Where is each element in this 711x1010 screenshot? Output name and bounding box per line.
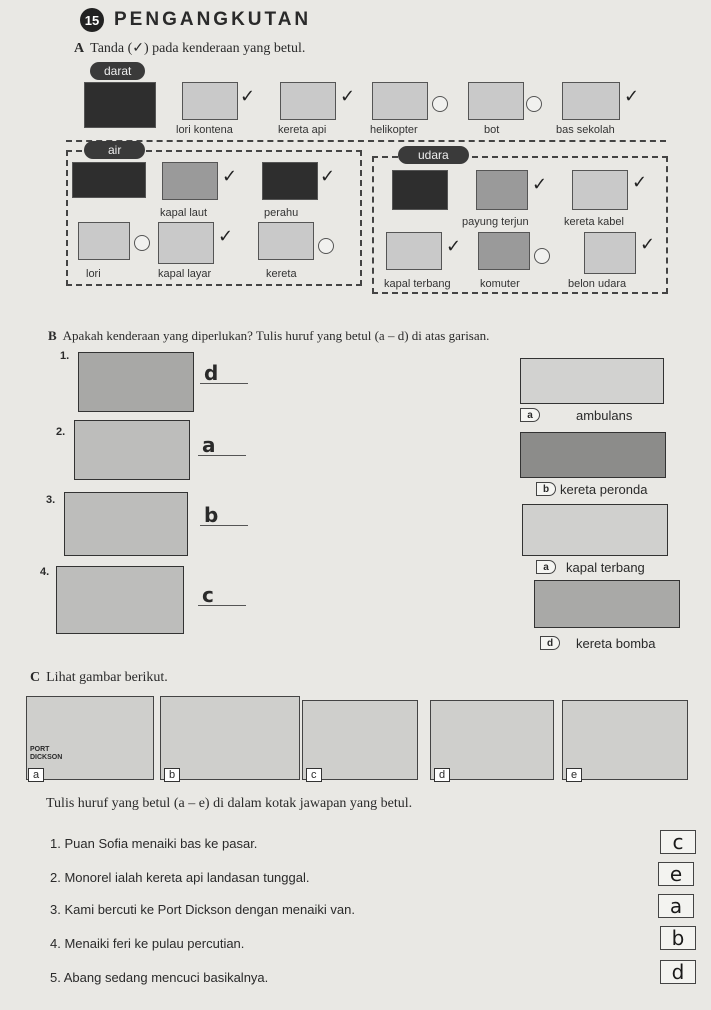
question-picture-fire	[78, 352, 194, 412]
item-label: payung terjun	[462, 216, 529, 228]
air-picture-1	[72, 162, 146, 198]
picture-letter: c	[306, 768, 322, 782]
item-label: kereta	[266, 268, 297, 280]
picture-letter: a	[28, 768, 44, 782]
sentence: 5. Abang sedang mencuci basikalnya.	[50, 970, 269, 985]
bot-picture	[468, 82, 524, 120]
item-label: kereta kabel	[564, 216, 624, 228]
answer-circle[interactable]	[432, 96, 448, 112]
option-label: ambulans	[576, 408, 633, 423]
kereta-bomba-picture	[534, 580, 680, 628]
check-mark: ✓	[624, 86, 640, 107]
picture-letter: d	[434, 768, 450, 782]
sentence: 2. Monorel ialah kereta api landasan tunggal.	[50, 870, 310, 885]
sentence: 4. Menaiki feri ke pulau percutian.	[50, 936, 245, 951]
item-label: kapal layar	[158, 268, 212, 280]
answer-line[interactable]: d	[200, 362, 248, 384]
answer-box[interactable]: e	[658, 862, 694, 886]
item-label: komuter	[480, 278, 520, 290]
option-label: kereta bomba	[576, 636, 656, 651]
answer-box[interactable]: c	[660, 830, 696, 854]
answer-box[interactable]: b	[660, 926, 696, 950]
picture-letter: e	[566, 768, 582, 782]
lori-picture	[78, 222, 130, 260]
option-letter-box: b	[536, 482, 556, 496]
perahu-picture	[262, 162, 318, 200]
option-letter-box: a	[536, 560, 556, 574]
bas-sekolah-picture	[562, 82, 620, 120]
picture-ferry	[160, 696, 300, 780]
section-a-instruction: A Tanda (✓) pada kenderaan yang betul.	[74, 41, 306, 56]
item-label: helikopter	[370, 124, 418, 136]
item-label: bas sekolah	[556, 124, 615, 136]
kereta-peronda-picture	[520, 432, 666, 478]
darat-picture-1	[84, 82, 156, 128]
check-mark: ✓	[632, 172, 648, 193]
check-mark: ✓	[240, 86, 256, 107]
check-mark: ✓	[532, 174, 548, 195]
check-mark: ✓	[446, 236, 462, 257]
question-number: 4.	[40, 566, 50, 578]
check-mark: ✓	[640, 234, 656, 255]
option-label: kapal terbang	[566, 560, 645, 575]
picture-van	[26, 696, 154, 780]
question-picture-accident	[74, 420, 190, 480]
lori-kontena-picture	[182, 82, 238, 120]
komuter-picture	[478, 232, 530, 270]
answer-line[interactable]: a	[198, 434, 246, 456]
ambulans-picture	[520, 358, 664, 404]
option-label: kereta peronda	[560, 482, 648, 497]
kereta-kabel-picture	[572, 170, 628, 210]
chapter-badge: 15	[80, 8, 104, 32]
answer-circle[interactable]	[134, 235, 150, 251]
check-mark: ✓	[340, 86, 356, 107]
question-number: 3.	[46, 494, 56, 506]
kapal-terbang-b-picture	[522, 504, 668, 556]
item-label: bot	[484, 124, 500, 136]
payung-terjun-picture	[476, 170, 528, 210]
answer-box[interactable]: d	[660, 960, 696, 984]
air-label: air	[84, 141, 145, 159]
section-c-title: C Lihat gambar berikut.	[30, 670, 168, 685]
answer-box[interactable]: a	[658, 894, 694, 918]
sentence: 3. Kami bercuti ke Port Dickson dengan menaiki van.	[50, 902, 355, 917]
payung-picture	[392, 170, 448, 210]
kapal-terbang-picture	[386, 232, 442, 270]
darat-label: darat	[90, 62, 145, 80]
answer-circle[interactable]	[318, 238, 334, 254]
answer-circle[interactable]	[534, 248, 550, 264]
item-label: lori kontena	[176, 124, 233, 136]
page-title: PENGANGKUTAN	[114, 9, 312, 30]
port-dickson-sign: PORT DICKSON	[30, 746, 63, 761]
question-number: 1.	[60, 350, 70, 362]
item-label: kapal laut	[160, 207, 208, 219]
udara-label: udara	[398, 146, 469, 164]
check-mark: ✓	[320, 166, 336, 187]
sentence: 1. Puan Sofia menaiki bas ke pasar.	[50, 836, 258, 851]
kereta-api-picture	[280, 82, 336, 120]
section-c-instruction: Tulis huruf yang betul (a – e) di dalam kotak jawapan yang betul.	[46, 796, 413, 811]
question-picture-thief	[64, 492, 188, 556]
answer-circle[interactable]	[526, 96, 542, 112]
option-letter-box: d	[540, 636, 560, 650]
item-label: lori	[86, 268, 101, 280]
kapal-layar-picture	[158, 222, 214, 264]
kapal-laut-picture	[162, 162, 218, 200]
helikopter-picture	[372, 82, 428, 120]
picture-letter: b	[164, 768, 180, 782]
section-b-instruction: B Apakah kenderaan yang diperlukan? Tulis huruf yang betul (a – d) di atas garisan.	[48, 328, 490, 343]
belon-udara-picture	[584, 232, 636, 274]
kereta-picture	[258, 222, 314, 260]
option-letter-box: a	[520, 408, 540, 422]
item-label: kapal terbang	[384, 278, 451, 290]
item-label: belon udara	[568, 278, 627, 290]
section-a-letter: A	[74, 41, 85, 56]
check-mark: ✓	[218, 226, 234, 247]
question-picture-travel	[56, 566, 184, 634]
item-label: perahu	[264, 207, 299, 219]
question-number: 2.	[56, 426, 66, 438]
check-mark: ✓	[222, 166, 238, 187]
item-label: kereta api	[278, 124, 327, 136]
answer-line[interactable]: c	[198, 584, 246, 606]
answer-line[interactable]: b	[200, 504, 248, 526]
page-header	[80, 8, 311, 32]
